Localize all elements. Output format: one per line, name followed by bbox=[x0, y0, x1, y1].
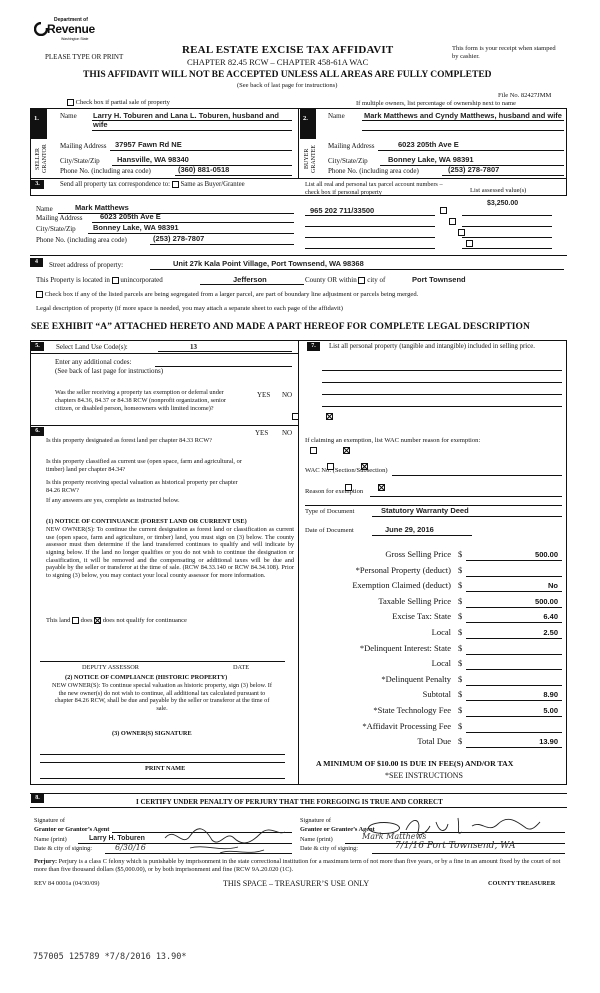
partial-sale: Check box if partial sale of property bbox=[67, 99, 170, 106]
revenue-logo-icon bbox=[34, 22, 48, 36]
deputy-date: DATE bbox=[233, 664, 250, 671]
amount-line-12 bbox=[466, 747, 562, 748]
same-as-buyer-checkbox[interactable] bbox=[172, 181, 179, 188]
amount-value-4[interactable]: 6.40 bbox=[543, 612, 558, 621]
form-chapter: CHAPTER 82.45 RCW – CHAPTER 458-61A WAC bbox=[187, 57, 369, 67]
seller-phone-label: Phone No. (including area code) bbox=[60, 167, 151, 175]
amount-line-7 bbox=[466, 669, 562, 670]
amount-dollar-4: $ bbox=[458, 611, 463, 621]
amount-value-3[interactable]: 500.00 bbox=[535, 597, 558, 606]
amount-label-0: Gross Selling Price bbox=[385, 549, 451, 559]
seller-mail[interactable]: 37957 Fawn Rd NE bbox=[115, 140, 182, 149]
sec3-phone[interactable]: (253) 278-7807 bbox=[153, 234, 205, 243]
sec3-mail[interactable]: 6023 205th Ave E bbox=[100, 212, 161, 221]
amount-dollar-9: $ bbox=[458, 689, 463, 699]
assessed-value[interactable]: $3,250.00 bbox=[487, 200, 519, 207]
sec6-no: NO bbox=[282, 429, 293, 437]
perjury: Perjury: Perjury is a class C felony which is punishable by imprisonment in the state correctional institution for a maximum term of not more than five years, or by a fine in an amount fixed by the court of not more than five thousand dollars ($5,000.00), or by both imprisonment and fine (RCW 9A.20.020 (1C). bbox=[34, 858, 561, 874]
buyer-city[interactable]: Bonney Lake, WA 98391 bbox=[388, 155, 474, 164]
amount-label-10: *State Technology Fee bbox=[373, 705, 451, 715]
exhibit-note[interactable]: SEE EXHIBIT “A” ATTACHED HERETO AND MADE A PART HEREOF FOR COMPLETE LEGAL DESCRIPTION bbox=[31, 322, 531, 332]
amount-dollar-8: $ bbox=[458, 674, 463, 684]
logo-dept: Department of bbox=[54, 17, 88, 23]
grantee-name[interactable]: Mark Matthews bbox=[362, 832, 427, 841]
doc-type[interactable]: Statutory Warranty Deed bbox=[381, 506, 469, 515]
amount-value-5[interactable]: 2.50 bbox=[543, 628, 558, 637]
grantee-date-label: Date & city of signing: bbox=[300, 845, 359, 852]
amount-dollar-2: $ bbox=[458, 580, 463, 590]
legal-description-label: Legal description of property (if more space is needed, you may attach a separate sheet to each page of the affidavit) bbox=[36, 305, 343, 312]
notice2-title: (2) NOTICE OF COMPLIANCE (HISTORIC PROPERTY) bbox=[65, 674, 228, 681]
notice1-text: NEW OWNER(S): To continue the current designation as forest land or classification as current use (open space, farm and agriculture, or timber) land, you must sign on (3) below. The county assessor must then determine if the land transferred continues to qualify and will indicate by signing below. If the land no longer qualifies or you do not wish to continue the designation or classification, it will be removed and the compensating or additional taxes will be due and payable by the seller or transferor at the time of sale. (RCW 84.33.140 or RCW 84.34.108). Prior to signing (3) below, you may contact your local county assessor for more information. bbox=[46, 526, 294, 580]
amount-line-4 bbox=[466, 622, 562, 623]
this-land: This land does does not qualify for continuance bbox=[46, 617, 187, 624]
seller-name-label: Name bbox=[60, 112, 77, 120]
buyer-name[interactable]: Mark Matthews and Cyndy Matthews, husband and wife bbox=[364, 111, 562, 120]
land-does-not-checkbox[interactable] bbox=[94, 617, 101, 624]
amount-value-12[interactable]: 13.90 bbox=[539, 737, 558, 746]
receipt-note: This form is your receipt when stamped by cashier. bbox=[452, 45, 556, 60]
sec3-label: Send all property tax correspondence to: Same as Buyer/Grantee bbox=[60, 181, 245, 189]
amount-line-11 bbox=[466, 732, 562, 733]
sec5-yes: YES bbox=[257, 391, 271, 399]
land-use-code[interactable]: 13 bbox=[190, 343, 197, 351]
sec5-q1-no[interactable] bbox=[326, 413, 333, 420]
amount-dollar-12: $ bbox=[458, 736, 463, 746]
form-title: REAL ESTATE EXCISE TAX AFFIDAVIT bbox=[182, 44, 394, 56]
print-name-label: PRINT NAME bbox=[145, 765, 186, 772]
parcel-head: List all real and personal tax parcel account numbers – check box if personal property bbox=[305, 181, 443, 196]
sec3-phone-label: Phone No. (including area code) bbox=[36, 236, 127, 244]
sec6-q3: Is this property receiving special valuation as historical property per chapter 84.26 RCW? bbox=[46, 479, 238, 494]
form-warning: THIS AFFIDAVIT WILL NOT BE ACCEPTED UNLESS ALL AREAS ARE FULLY COMPLETED bbox=[83, 70, 492, 80]
buyer-phone-label: Phone No. (including area code) bbox=[328, 167, 419, 175]
partial-sale-checkbox[interactable] bbox=[67, 99, 74, 106]
sec6-q1-no[interactable] bbox=[343, 447, 350, 454]
city[interactable]: Port Townsend bbox=[412, 275, 466, 284]
owner-signature-label: (3) OWNER(S) SIGNATURE bbox=[112, 730, 192, 737]
amount-label-12: Total Due bbox=[417, 736, 451, 746]
seller-city[interactable]: Hansville, WA 98340 bbox=[117, 155, 189, 164]
sec3-name[interactable]: Mark Matthews bbox=[75, 203, 129, 212]
amount-label-7: Local bbox=[431, 658, 451, 668]
notice2-text: NEW OWNER(S): To continue special valuation as historic property, sign (3) below. If the new owner(s) do not wish to continue, all additional tax calculated pursuant to chapter 84.26 RCW, shall be due and payable by the seller or transferor at the time of sale. bbox=[52, 682, 272, 713]
amount-dollar-7: $ bbox=[458, 658, 463, 668]
sec5-label: Select Land Use Code(s): bbox=[56, 343, 128, 351]
additional-see-back: (See back of last page for instructions) bbox=[55, 367, 164, 375]
grantee-agent: Grantee or Grantee’s Agent bbox=[300, 826, 375, 833]
seller-name[interactable]: Larry H. Toburen and Lana L. Toburen, husband and wife bbox=[93, 111, 279, 129]
parcel-2-checkbox[interactable] bbox=[449, 218, 456, 225]
logo-name: Revenue bbox=[47, 22, 95, 36]
grantee-signature-icon bbox=[402, 812, 542, 842]
grantee-name-label: Name (print) bbox=[300, 836, 333, 843]
sec5-num: 5. bbox=[31, 342, 44, 351]
certify: I CERTIFY UNDER PENALTY OF PERJURY THAT THE FOREGOING IS TRUE AND CORRECT bbox=[136, 798, 443, 806]
parcel-4-checkbox[interactable] bbox=[466, 240, 473, 247]
segregated-line: Check box if any of the listed parcels are being segregated from a larger parcel, are part of boundary line adjustment or parcels being merged. bbox=[36, 291, 566, 299]
please-type: PLEASE TYPE OR PRINT bbox=[45, 53, 124, 61]
amount-label-1: *Personal Property (deduct) bbox=[355, 565, 451, 575]
receipt-stamp: 757005 125789 *7/8/2016 13.90* bbox=[33, 952, 187, 962]
sec5-no: NO bbox=[282, 391, 293, 399]
amount-line-0 bbox=[466, 560, 562, 561]
amount-dollar-3: $ bbox=[458, 596, 463, 606]
grantor-name-label: Name (print) bbox=[34, 836, 67, 843]
exemption-label: If claiming an exemption, list WAC number reason for exemption: bbox=[305, 437, 481, 444]
buyer-mail[interactable]: 6023 205th Ave E bbox=[398, 140, 459, 149]
parcel-1-checkbox[interactable] bbox=[440, 207, 447, 214]
reason-label: Reason for exemption bbox=[305, 488, 364, 495]
doc-date[interactable]: June 29, 2016 bbox=[385, 525, 434, 534]
street-label: Street address of property: bbox=[49, 261, 124, 269]
amount-label-5: Local bbox=[431, 627, 451, 637]
sec6-q3-no[interactable] bbox=[378, 484, 385, 491]
sec3-city[interactable]: Bonney Lake, WA 98391 bbox=[93, 223, 179, 232]
amount-line-8 bbox=[466, 685, 562, 686]
sec5-q1: Was the seller receiving a property tax exemption or deferral under chapters 84.36, 84.37 or 84.38 RCW (nonprofit organization, senior citizen, or disabled person, homeowners with limited income)? bbox=[55, 389, 226, 412]
amount-value-10[interactable]: 5.00 bbox=[543, 706, 558, 715]
assessed-head: List assessed value(s) bbox=[470, 187, 527, 194]
minimum-note: A MINIMUM OF $10.00 IS DUE IN FEE(S) AND/OR TAX bbox=[316, 759, 514, 768]
sec6-yes: YES bbox=[255, 429, 269, 437]
amount-dollar-5: $ bbox=[458, 627, 463, 637]
grantor-sig-label: Signature of bbox=[34, 817, 65, 824]
notice1-title: (1) NOTICE OF CONTINUANCE (FOREST LAND OR CURRENT USE) bbox=[46, 518, 247, 525]
within-city-checkbox[interactable] bbox=[358, 277, 365, 284]
file-no: File No. 82427JMM bbox=[498, 92, 552, 99]
sec6-q1-yes[interactable] bbox=[310, 447, 317, 454]
amount-label-2: Exemption Claimed (deduct) bbox=[352, 580, 451, 590]
sec8-num: 8. bbox=[31, 794, 44, 803]
amount-label-3: Taxable Selling Price bbox=[378, 596, 451, 606]
buyer-phone[interactable]: (253) 278-7807 bbox=[448, 165, 500, 174]
doc-type-label: Type of Document bbox=[305, 508, 355, 515]
grantor-date-label: Date & city of signing: bbox=[34, 845, 93, 852]
seller-city-label: City/State/Zip bbox=[60, 157, 100, 165]
logo-state: Washington State bbox=[61, 37, 89, 41]
rev-number: REV 84 0001a (04/30/09) bbox=[34, 880, 100, 887]
located-line: This Property is located in unincorporated bbox=[36, 276, 163, 284]
see-back: (See back of last page for instructions) bbox=[237, 82, 338, 89]
grantee-date[interactable]: 7/1/16 Port Townsend, WA bbox=[395, 841, 516, 851]
amount-label-6: *Delinquent Interest: State bbox=[359, 643, 451, 653]
amount-dollar-10: $ bbox=[458, 705, 463, 715]
amount-line-1 bbox=[466, 576, 562, 577]
sec5-q1-yes[interactable] bbox=[292, 413, 299, 420]
logo bbox=[34, 16, 104, 46]
amount-dollar-11: $ bbox=[458, 721, 463, 731]
buyer-side-label: BUYER GRANTEE bbox=[304, 145, 317, 173]
amount-label-8: *Delinquent Penalty bbox=[381, 674, 451, 684]
sec6-num: 6. bbox=[31, 427, 44, 436]
sec3-name-label: Name bbox=[36, 205, 53, 213]
amount-line-9 bbox=[466, 700, 562, 701]
grantee-sig-label: Signature of bbox=[300, 817, 331, 824]
amount-line-3 bbox=[466, 607, 562, 608]
amount-label-9: Subtotal bbox=[422, 689, 451, 699]
sec3-mail-label: Mailing Address bbox=[36, 214, 83, 222]
sec6-q1: Is this property designated as forest land per chapter 84.33 RCW? bbox=[46, 437, 212, 444]
amount-line-5 bbox=[466, 638, 562, 639]
multiple-owners: If multiple owners, list percentage of ownership next to name bbox=[356, 100, 516, 107]
sec6-q4: If any answers are yes, complete as instructed below. bbox=[46, 497, 180, 504]
amount-value-0[interactable]: 500.00 bbox=[535, 550, 558, 559]
grantor-agent: Grantor or Grantor’s Agent bbox=[34, 826, 110, 833]
amount-dollar-0: $ bbox=[458, 549, 463, 559]
amount-line-10 bbox=[466, 716, 562, 717]
county-treasurer: COUNTY TREASURER bbox=[488, 880, 556, 887]
amount-value-2[interactable]: No bbox=[548, 581, 558, 590]
seller-num: 1. bbox=[34, 115, 39, 122]
segregated-checkbox[interactable] bbox=[36, 291, 43, 298]
unincorporated-checkbox[interactable] bbox=[112, 277, 119, 284]
land-does-checkbox[interactable] bbox=[72, 617, 79, 624]
amount-value-9[interactable]: 8.90 bbox=[543, 690, 558, 699]
sec6-q2: Is this property classified as current use (open space, farm and agricultural, or timber) land per chapter 84.34? bbox=[46, 458, 242, 473]
grantor-signature-icon bbox=[160, 818, 290, 858]
parcel-3-checkbox[interactable] bbox=[458, 229, 465, 236]
parcel-number[interactable]: 965 202 711/33500 bbox=[310, 206, 375, 215]
sec3-city-label: City/State/Zip bbox=[36, 225, 76, 233]
amount-label-4: Excise Tax: State bbox=[392, 611, 451, 621]
grantor-date[interactable]: 6/30/16 bbox=[115, 843, 146, 852]
amount-line-6 bbox=[466, 654, 562, 655]
grantor-name[interactable]: Larry H. Toburen bbox=[89, 835, 145, 842]
deputy-assessor: DEPUTY ASSESSOR bbox=[82, 664, 139, 671]
sec3-num: 3. bbox=[31, 180, 44, 189]
buyer-name-label: Name bbox=[328, 112, 345, 120]
amount-label-11: *Affidavit Processing Fee bbox=[362, 721, 451, 731]
buyer-num: 2. bbox=[303, 115, 308, 122]
amount-dollar-6: $ bbox=[458, 643, 463, 653]
street-address[interactable]: Unit 27k Kala Point Village, Port Townsend, WA 98368 bbox=[173, 259, 364, 268]
sec7-num: 7. bbox=[307, 342, 320, 351]
treasurer-space: THIS SPACE – TREASURER’S USE ONLY bbox=[223, 879, 370, 888]
additional-codes: Enter any additional codes: bbox=[55, 358, 132, 366]
doc-date-label: Date of Document bbox=[305, 527, 354, 534]
see-instructions: *SEE INSTRUCTIONS bbox=[385, 771, 464, 780]
county[interactable]: Jefferson bbox=[233, 275, 267, 284]
sec7-label: List all personal property (tangible and intangible) included in selling price. bbox=[329, 343, 535, 350]
seller-mail-label: Mailing Address bbox=[60, 142, 107, 150]
amount-line-2 bbox=[466, 591, 562, 592]
seller-phone[interactable]: (360) 881-0518 bbox=[178, 165, 230, 174]
wac-label: WAC No. (Section/Subsection) bbox=[305, 467, 388, 474]
buyer-city-label: City/State/Zip bbox=[328, 157, 368, 165]
amount-dollar-1: $ bbox=[458, 565, 463, 575]
county-or: County OR within city of bbox=[305, 276, 386, 284]
sec4-num: 4 bbox=[30, 258, 43, 267]
buyer-mail-label: Mailing Address bbox=[328, 142, 375, 150]
seller-side-label: SELLER GRANTOR bbox=[35, 144, 48, 174]
